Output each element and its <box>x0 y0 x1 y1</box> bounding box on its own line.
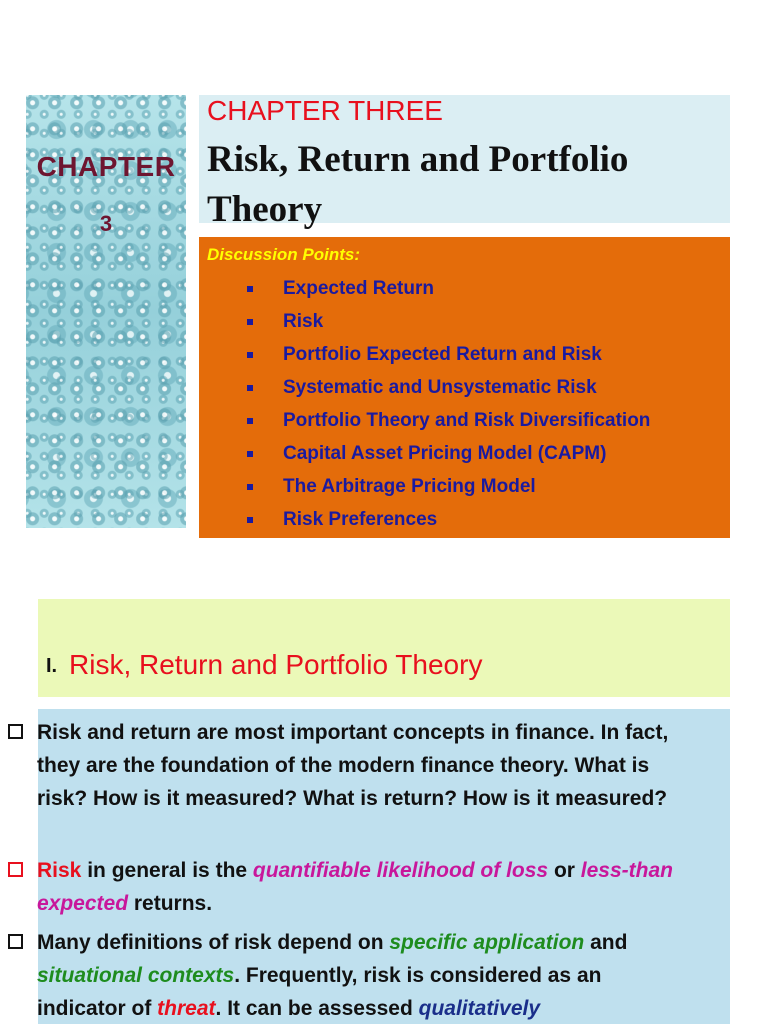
section-title: Risk, Return and Portfolio Theory <box>69 649 483 680</box>
square-bullet-icon <box>247 319 253 325</box>
keyword-specific-application: specific application <box>389 931 585 954</box>
square-bullet-icon <box>247 517 253 523</box>
paragraph-risk-definitions: Many definitions of risk depend on specific application and situational contexts. Frequently, risk is considered as an indicator of threat. It can be assessed qualitatively <box>8 926 688 1025</box>
keyword-situational-contexts: situational contexts <box>37 964 235 987</box>
list-item: Portfolio Expected Return and Risk <box>199 343 730 376</box>
checkbox-bullet-icon <box>8 724 23 739</box>
page-title: Risk, Return and Portfolio Theory <box>207 139 629 230</box>
discussion-list <box>199 277 730 541</box>
square-bullet-icon <box>247 418 253 424</box>
keyword-likelihood-of-loss: quantifiable likelihood of loss <box>252 859 549 882</box>
chapter-side-panel <box>26 95 186 528</box>
chapter-number: 3 <box>99 211 113 236</box>
discussion-heading: Discussion Points: <box>207 245 361 264</box>
list-item: Risk <box>199 310 730 343</box>
keyword-qualitatively: qualitatively <box>418 997 541 1020</box>
checkbox-bullet-icon <box>8 934 23 949</box>
list-item: Capital Asset Pricing Model (CAPM) <box>199 442 730 475</box>
paragraph-risk-return: Risk and return are most important concepts in finance. In fact, they are the foundation of the modern finance theory. What is risk? How is it measured? What is return? How is it measured? <box>8 716 688 815</box>
section-header <box>38 599 730 697</box>
square-bullet-icon <box>247 286 253 292</box>
section-number: I. <box>46 655 58 677</box>
chapter-word: CHAPTER <box>36 151 176 182</box>
square-bullet-icon <box>247 484 253 490</box>
list-item: The Arbitrage Pricing Model <box>199 475 730 508</box>
list-item: Systematic and Unsystematic Risk <box>199 376 730 409</box>
discussion-points-box <box>199 237 730 538</box>
paragraph-risk-definition: Risk in general is the quantifiable likelihood of loss or less-than expected returns. <box>8 854 688 920</box>
list-item: Risk Preferences <box>199 508 730 541</box>
checkbox-bullet-icon <box>8 862 23 877</box>
list-item: Expected Return <box>199 277 730 310</box>
keyword-threat: threat <box>157 997 216 1020</box>
square-bullet-icon <box>247 352 253 358</box>
keyword-less-than-expected: less-than expected <box>37 859 673 915</box>
square-bullet-icon <box>247 385 253 391</box>
chapter-label: CHAPTER THREE <box>207 95 443 126</box>
title-box <box>199 95 730 230</box>
keyword-risk: Risk <box>37 859 82 882</box>
square-bullet-icon <box>247 451 253 457</box>
list-item: Portfolio Theory and Risk Diversification <box>199 409 730 442</box>
